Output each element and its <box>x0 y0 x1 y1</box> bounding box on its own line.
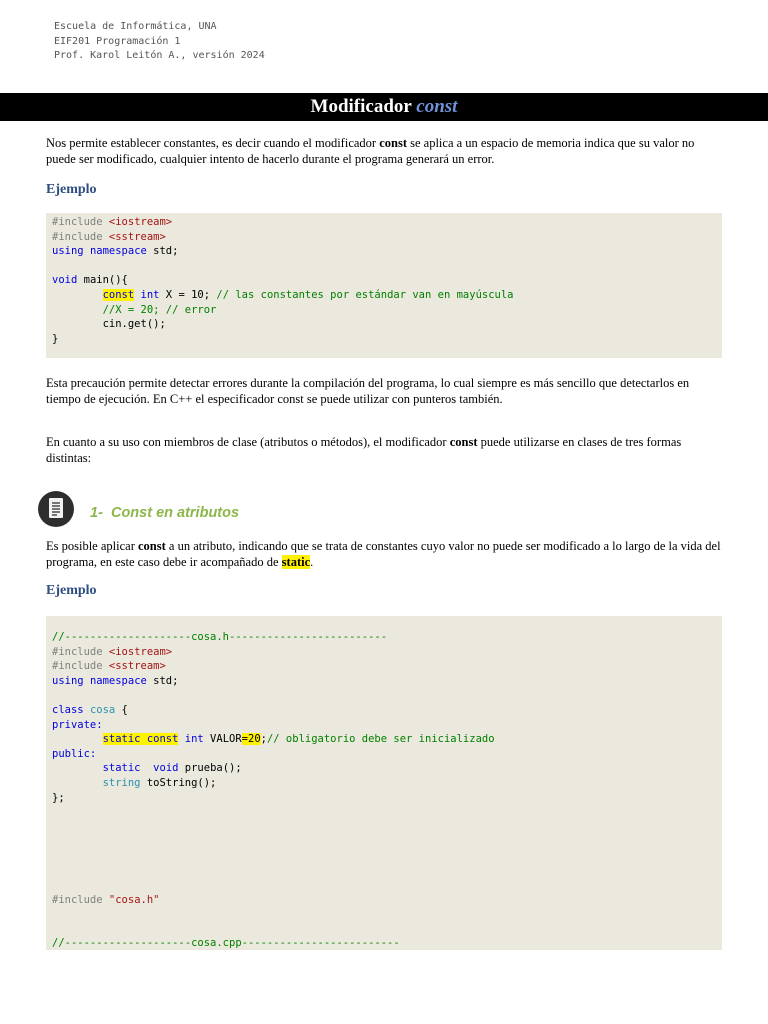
code-line: #include <sstream> <box>52 230 166 243</box>
para4-text-a: Es posible aplicar <box>46 539 138 553</box>
intro-text-c: se aplica a un espacio de memoria indica que su valor no puede ser modificado, cualquier intento de hacerlo durante el programa generará un error. <box>46 136 695 166</box>
section-label: Const en atributos <box>110 505 240 521</box>
page-title <box>0 93 768 121</box>
para3-text-a: En cuanto a su uso con miembros de clase (atributos o métodos), el modificador <box>46 435 450 449</box>
header-course: EIF201 Programación 1 <box>54 35 181 47</box>
code-line: #include <sstream> <box>52 660 166 673</box>
para4-text-c: a un atributo, indicando que se trata de constantes cuyo valor no puede ser modificado a lo largo de la vida del programa, en este caso debe ir acompañado de <box>46 539 721 569</box>
code-line: using namespace std; <box>52 674 179 687</box>
para3-text-c: puede utilizarse en clases de tres formas distintas: <box>46 435 682 465</box>
paragraph-compile-time: Esta precaución permite detectar errores durante la compilación del programa, lo cual siempre es más sencillo que detectarlos en tiempo de ejecución. En C++ el especificador const se puede utilizar con punteros también. <box>46 376 690 406</box>
code-line <box>52 688 722 703</box>
section-heading-const-atributos <box>90 505 239 521</box>
header-professor: Prof. Karol Leitón A., versión 2024 <box>54 50 265 61</box>
code-line <box>52 907 722 922</box>
paragraph-class-members <box>46 434 726 466</box>
code-line: cin.get(); <box>52 318 166 331</box>
code-line <box>52 259 722 274</box>
code-line <box>52 922 722 937</box>
code-line: using namespace std; <box>52 245 179 258</box>
para3-keyword: const <box>449 435 478 449</box>
code-line: public: <box>52 747 97 760</box>
code-line: //--------------------cosa.cpp------------------------- <box>52 937 400 950</box>
document-icon <box>38 491 74 527</box>
document-header <box>54 20 265 64</box>
intro-text-a: Nos permite establecer constantes, es decir cuando el modificador <box>46 136 380 150</box>
code-line <box>52 805 722 820</box>
code-line: class cosa { <box>52 703 128 716</box>
code-line <box>52 864 722 879</box>
code-line: #include <iostream> <box>52 216 173 228</box>
code-line: private: <box>52 718 103 731</box>
title-accent: const <box>416 96 458 117</box>
code-line <box>52 878 722 893</box>
code-line: const int X = 10; // las constantes por estándar van en mayúscula <box>102 288 514 301</box>
code-line: #include "cosa.h" <box>52 893 160 906</box>
code-line <box>52 849 722 864</box>
example-heading-2: Ejemplo <box>46 583 97 598</box>
code-line: } <box>52 332 59 345</box>
code-line <box>52 834 722 849</box>
code-line: //--------------------cosa.h------------------------- <box>52 631 388 643</box>
intro-keyword: const <box>379 136 407 150</box>
intro-paragraph <box>46 135 726 167</box>
section-number: 1- <box>90 505 103 521</box>
example-heading-1: Ejemplo <box>46 182 97 197</box>
para4-text-e: . <box>310 555 314 569</box>
code-line: void main(){ <box>52 274 128 287</box>
code-line: static void prueba(); <box>102 762 242 775</box>
code-line <box>52 820 722 835</box>
code-line: #include <iostream> <box>52 645 173 658</box>
header-school: Escuela de Informática, UNA <box>54 21 217 32</box>
para4-keyword-const: const <box>138 539 166 553</box>
code-block-2 <box>46 616 722 950</box>
code-line: }; <box>52 791 65 804</box>
para4-keyword-static: static <box>281 555 311 569</box>
code-line: static const int VALOR=20;// obligatorio debe ser inicializado <box>102 733 495 746</box>
code-line: //X = 20; // error <box>52 303 217 316</box>
paragraph-const-atributo <box>46 538 726 570</box>
title-main: Modificador <box>310 96 417 117</box>
code-line: string toString(); <box>102 776 217 789</box>
code-block-1 <box>46 213 722 358</box>
